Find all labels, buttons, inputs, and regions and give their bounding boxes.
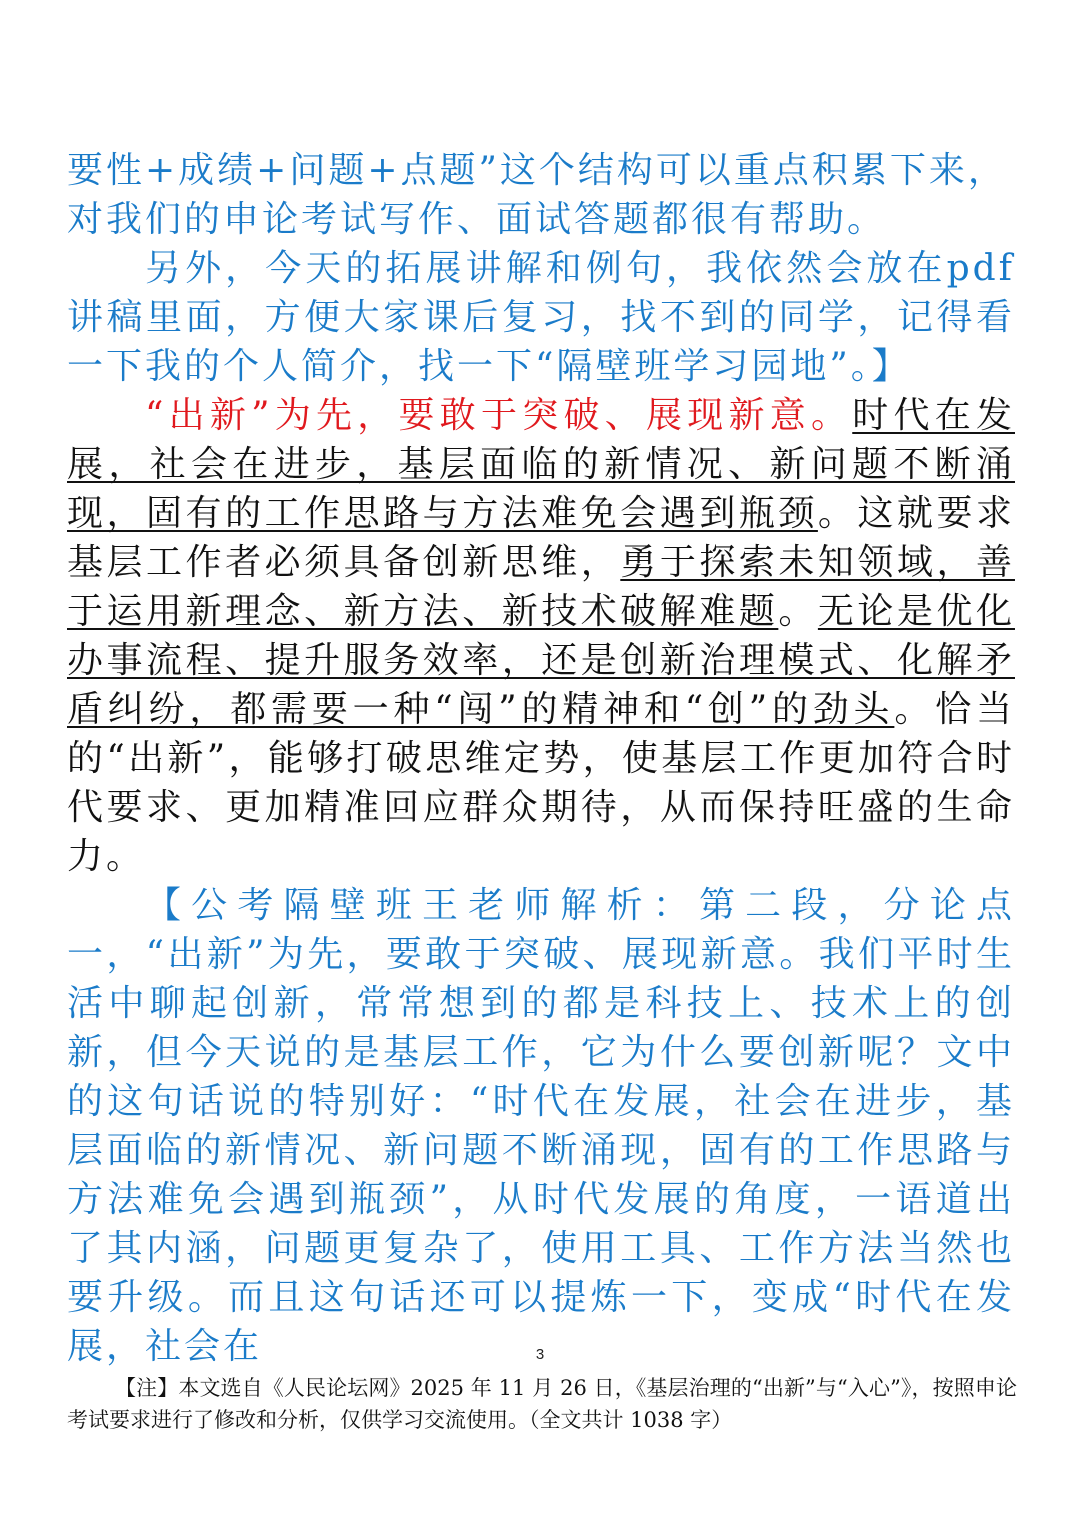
body-sentence-1: 。这就要求基层工作者必须具备创新思维， xyxy=(67,493,1015,583)
analysis-line-2: 对我们的申论考试写作、面试答题都很有帮助。 xyxy=(67,199,887,240)
underlined-sentence-3: 无论是优化办事流程、提升服务效率，还是创新治理模式、化解矛盾纠纷，都需要一种“闯”的精神和“创”的劲头 xyxy=(67,591,1015,730)
analysis-paragraph-note: 另外，今天的拓展讲解和例句，我依然会放在pdf讲稿里面，方便大家课后复习，找不到的同学，记得看一下我的个人简介，找一下“隔壁班学习园地”。】 xyxy=(67,248,1015,387)
analysis-paragraph-teacher: 【公考隔壁班王老师解析：第二段，分论点一，“出新”为先，要敢于突破、展现新意。我们平时生活中聊起创新，常常想到的都是科技上、技术上的创新，但今天说的是基层工作，它为什么要创新呢？文中的这句话说的特别好：“时代在发展，社会在进步，基层面临的新情况、新问题不断涌现，固有的工作思路与方法难免会遇到瓶颈”，从时代发展的角度，一语道出了其内涵，问题更复杂了，使用工具、工作方法当然也要升级。而且这句话还可以提炼一下，变成“时代在发展，社会在 xyxy=(67,885,1015,1367)
analysis-paragraph-continued xyxy=(67,146,1015,244)
body-sentence-3: 。恰当的“出新”，能够打破思维定势，使基层工作更加符合时代要求、更加精准回应群众期待，从而保持旺盛的生命力。 xyxy=(67,689,1015,877)
analysis-line-1: 要性+成绩+问题+点题”这个结构可以重点积累下来， xyxy=(67,150,1007,191)
section-heading: “出新”为先，要敢于突破、展现新意。 xyxy=(145,395,853,436)
underlined-sentence-1: 时代在发展，社会在进步，基层面临的新情况、新问题不断涌现，固有的工作思路与方法难免会遇到瓶颈 xyxy=(67,395,1015,534)
document-body xyxy=(67,146,1015,1371)
essay-paragraph-chuxin xyxy=(67,391,1015,881)
page-number: 3 xyxy=(535,1346,545,1363)
body-sentence-2: 。 xyxy=(778,591,818,632)
underlined-sentence-2: 勇于探索未知领域，善于运用新理念、新方法、新技术破解难题 xyxy=(67,542,1015,632)
footnote: 【注】本文选自《人民论坛网》2025 年 11 月 26 日，《基层治理的“出新”与“入心”》，按照申论考试要求进行了修改和分析，仅供学习交流使用。（全文共计 1038 字） xyxy=(67,1376,1017,1432)
